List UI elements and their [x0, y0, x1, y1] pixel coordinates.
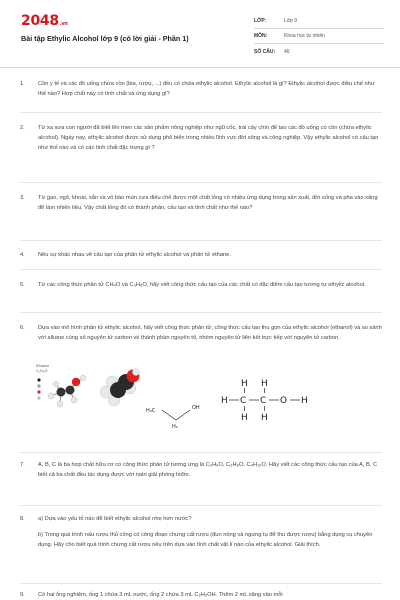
- skeletal-left-group: H₃C: [146, 408, 156, 414]
- question-item: [20, 194, 382, 214]
- ethanol-molecule-figure: [36, 364, 336, 450]
- question-separator: [20, 312, 382, 313]
- space-filling-model: [100, 369, 140, 407]
- question-number: 5.: [20, 282, 25, 288]
- question-number: 2.: [20, 125, 25, 131]
- question-text: Từ các công thức phân tử CH₄O và C₃H₈O, hãy viết công thức cấu tạo của các chất có đặc điểm cấu tạo tương tự ethylic alcohol.: [38, 282, 366, 288]
- question-text: Dựa vào mô hình phân tử ethylic alcohol, hãy viết công thức phân tử, công thức cấu tạo thu gọn của ethylic alcohol (ethanol) và so sánh với alkane cùng số nguyên tử carbon về thành phần nguyên tố, nhóm nguyên tử liên kết trực tiếp với nguyên tử carbon.: [38, 325, 382, 341]
- figure-legend-formula: C₂H₆O: [36, 369, 48, 373]
- atom-h: H: [241, 413, 248, 423]
- skeletal-formula: [146, 405, 200, 430]
- meta-value: Khoa học tự nhiên: [284, 33, 325, 39]
- question-text: Có hai ống nghiệm, ống 1 chứa 3 mL nước, ống 2 chứa 3 mL C₂H₅OH. Thêm 2 mL xăng vào mỗi: [38, 592, 283, 598]
- question-text: Nêu sự khác nhau về cấu tạo của phân tử ethylic alcohol và phân tử ethane.: [38, 252, 231, 258]
- atom-h: H: [261, 379, 268, 389]
- meta-row-class: [254, 14, 384, 29]
- question-item: [20, 124, 382, 153]
- question-text: A, B, C là ba hợp chất hữu cơ có công thức phân tử tương ứng là C₂H₆O, C₃H₈O, C₄H₁₀O. Hãy viết các công thức cấu tạo của A, B, C biết cả ba chất đều tác dụng được với natri giải phóng hiđro.: [38, 462, 378, 478]
- question-separator: [20, 112, 382, 113]
- question-number: 8.: [20, 516, 25, 522]
- atom-h: H: [301, 396, 308, 406]
- molecule-models: [36, 364, 336, 450]
- legend-dots: [37, 378, 40, 399]
- atom-h: H: [221, 396, 228, 406]
- atom-c: C: [260, 396, 267, 406]
- question-number: 3.: [20, 195, 25, 201]
- meta-value: 46: [284, 48, 290, 55]
- meta-label: LỚP:: [254, 18, 267, 24]
- document-title: Bài tập Ethylic Alcohol lớp 9 (có lời giải - Phần 1): [21, 34, 189, 43]
- question-text: [38, 515, 382, 550]
- question-number: 6.: [20, 325, 25, 331]
- question-separator: [20, 269, 382, 270]
- site-logo[interactable]: 2048.vn: [21, 13, 68, 29]
- question-separator: [20, 240, 382, 241]
- question-separator: [20, 505, 382, 506]
- atom-h: H: [241, 379, 248, 389]
- question-separator: [20, 583, 382, 584]
- question-part-b: b) Trong quá trình nấu rượu thủ công có công đoạn chưng cất rượu (đun nóng và ngưng tụ để thu được rượu) bằng dụng cụ chuyên dụng. Hãy cho biết quá trình chưng cất rượu nêu trên dựa vào tính chất vật lí nào của ethylic alcohol. Giải thích.: [38, 531, 373, 548]
- meta-row-count: [254, 44, 384, 59]
- atom-c: C: [240, 396, 247, 406]
- question-part-a: a) Dựa vào yếu tố nào để biết ethylic alcohol nhẹ hơn nước?: [38, 516, 192, 522]
- skeletal-right-group: OH: [192, 405, 200, 411]
- header-divider: [0, 67, 400, 68]
- meta-label: MÔN:: [254, 33, 268, 39]
- question-item: [20, 281, 382, 291]
- meta-value: Lớp 9: [284, 18, 298, 24]
- question-item: [20, 461, 382, 481]
- page-header: [0, 0, 400, 64]
- structural-formula: [221, 379, 308, 423]
- atom-o: O: [280, 396, 288, 406]
- meta-row-subject: [254, 29, 384, 44]
- question-text: Cồn y tế và các đồ uống chứa cồn (bia, rượu, ...) đều có chứa ethylic alcohol. Ethylic alcohol là gì? Ethylic alcohol được điều chế như thế nào? Hợp chất này có tính chất và ứng dụng gì?: [38, 81, 375, 97]
- question-number: 9.: [20, 592, 25, 598]
- question-text: Từ xa xưa con người đã biết lên men các sản phẩm nông nghiệp như ngũ cốc, trái cây chín để tạo các đồ uống có cồn (chứa ethylic alcohol). Ngày nay, ethylic alcohol được sử dụng phổ biến trong nhiều lĩnh vực đời sống và công nghiệp. Vậy ethylic alcohol có cấu tạo như thế nào và có các tính chất đặc trưng gì ?: [38, 125, 379, 151]
- question-text: Từ gạo, ngô, khoai, sắn và vỏ bào mùn cưa điều chế được một chất lỏng có nhiều ứng dụng trong sản xuất, đời sống và pha vào xăng để làm nhiên liệu. Vậy chất lỏng đó có thành phần, cấu tạo và tính chất như thế nào?: [38, 195, 378, 211]
- question-item: [20, 324, 382, 344]
- question-number: 7.: [20, 462, 25, 468]
- skeletal-bottom-group: H₂: [172, 424, 178, 430]
- question-separator: [20, 182, 382, 183]
- atom-h: H: [261, 413, 268, 423]
- question-item: [20, 80, 382, 100]
- ball-stick-model: [48, 375, 86, 407]
- question-separator: [20, 452, 382, 453]
- question-item: [20, 591, 382, 600]
- question-item: [20, 251, 382, 261]
- question-item: [20, 515, 382, 550]
- meta-info-table: [254, 14, 384, 59]
- figure-legend-title: Ethanol: [36, 364, 49, 368]
- meta-label: SỐ CÂU:: [254, 48, 276, 55]
- question-number: 1.: [20, 81, 25, 87]
- question-number: 4.: [20, 252, 25, 258]
